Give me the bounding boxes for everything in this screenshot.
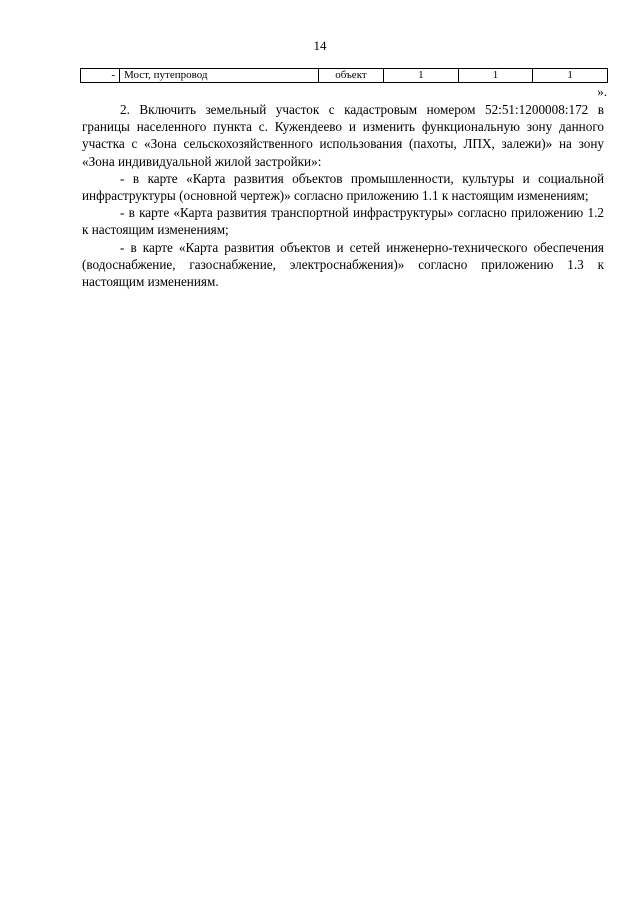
paragraph-map-3: - в карте «Карта развития объектов и сетей инженерно-технического обеспечения (водоснабжение, газоснабжение, электроснабжения)» согласно приложению 1.3 к настоящим изменениям. <box>82 239 604 290</box>
table-cell-mark: - <box>81 69 120 83</box>
body-text <box>82 101 604 290</box>
table-row <box>81 69 608 83</box>
data-table <box>80 68 608 83</box>
table-cell-value-1: 1 <box>384 69 459 83</box>
page-number: 14 <box>313 38 327 53</box>
table-cell-value-2: 1 <box>458 69 533 83</box>
closing-quote: ». <box>597 84 607 99</box>
paragraph-map-2: - в карте «Карта развития транспортной инфраструктуры» согласно приложению 1.2 к настоящим изменениям; <box>82 205 604 238</box>
table-cell-unit: объект <box>319 69 384 83</box>
table-cell-value-3: 1 <box>533 69 608 83</box>
paragraph-map-1: - в карте «Карта развития объектов промышленности, культуры и социальной инфраструктуры (основной чертеж)» согласно приложению 1.1 к настоящим изменениям; <box>82 170 604 204</box>
paragraph-item-2: 2. Включить земельный участок с кадастровым номером 52:51:1200008:172 в границы населенного пункта с. Кужендеево и изменить функциональную зону данного участка с «Зона сельскохозяйственного использования (пахоты, ЛПХ, залежи)» на зону «Зона индивидуальной жилой застройки»: <box>82 102 604 169</box>
table-cell-name: Мост, путепровод <box>120 69 319 83</box>
